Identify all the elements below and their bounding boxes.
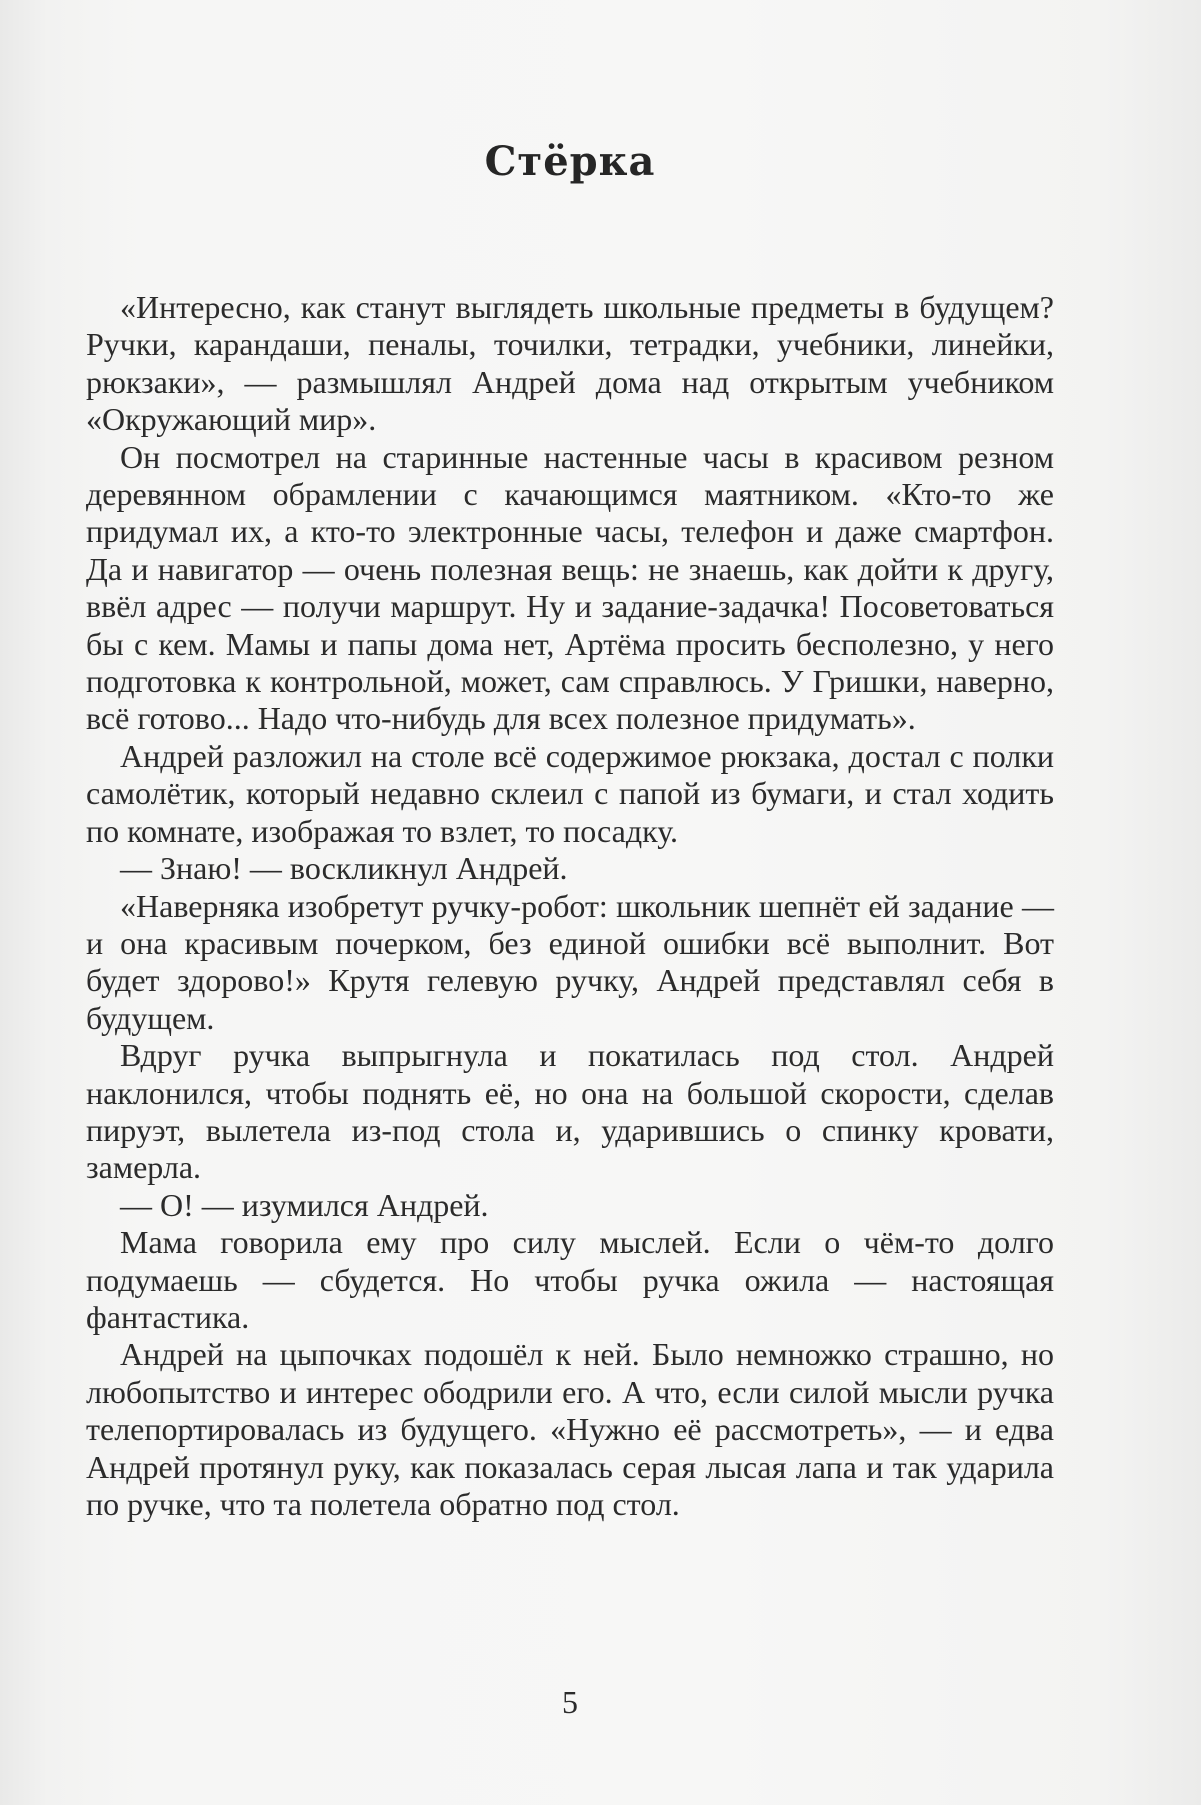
paragraph: «Наверняка изобретут ручку-робот: школьник шепнёт ей задание — и она красивым почерком, без единой ошибки всё выполнит. Вот будет здорово!» Крутя гелевую ручку, Андрей представлял себя в будущем. [86, 887, 1054, 1036]
paragraph: Он посмотрел на старинные настенные часы в красивом резном деревянном обрамлении с качающимся маятником. «Кто-то же придумал их, а кто-то электронные часы, телефон и даже смартфон. Да и навигатор — очень полезная вещь: не знаешь, как дойти к другу, ввёл адрес — получи маршрут. Ну и задание-задачка! Посоветоваться бы с кем. Мамы и папы дома нет, Артёма просить бесполезно, у него подготовка к контрольной, может, сам справлюсь. У Гришки, наверно, всё готово... Надо что-нибудь для всех полезное придумать». [86, 438, 1054, 737]
paragraph: «Интересно, как станут выглядеть школьные предметы в будущем? Ручки, карандаши, пеналы, точилки, тетрадки, учебники, линейки, рюкзаки», — размышлял Андрей дома над открытым учебником «Окружающий мир». [86, 289, 1054, 438]
paragraph: Андрей разложил на столе всё содержимое рюкзака, достал с полки самолётик, который недавно склеил с папой из бумаги, и стал ходить по комнате, изображая то взлет, то посадку. [86, 737, 1054, 849]
chapter-text [86, 289, 1054, 1523]
paragraph: Мама говорила ему про силу мыслей. Если о чём-то долго подумаешь — сбудется. Но чтобы ручка ожила — настоящая фантастика. [86, 1224, 1054, 1335]
paragraph: — О! — изумился Андрей. [120, 1186, 489, 1223]
paragraph: — Знаю! — воскликнул Андрей. [120, 850, 568, 887]
paragraph: Вдруг ручка выпрыгнула и покатилась под стол. Андрей наклонился, чтобы поднять её, но она на большой скорости, сделав пируэт, вылетела из-под стола и, ударившись о спинку кровати, замерла. [86, 1037, 1054, 1186]
paragraph: Андрей на цыпочках подошёл к ней. Было немножко страшно, но любопытство и интерес ободрили его. А что, если силой мысли ручка телепортировалась из будущего. «Нужно её рассмотреть», — и едва Андрей протянул руку, как показалась серая лысая лапа и так ударила по ручке, что та полетела обратно под стол. [86, 1336, 1054, 1522]
chapter-title: Стёрка [484, 138, 656, 185]
page-number: 5 [562, 1684, 578, 1720]
